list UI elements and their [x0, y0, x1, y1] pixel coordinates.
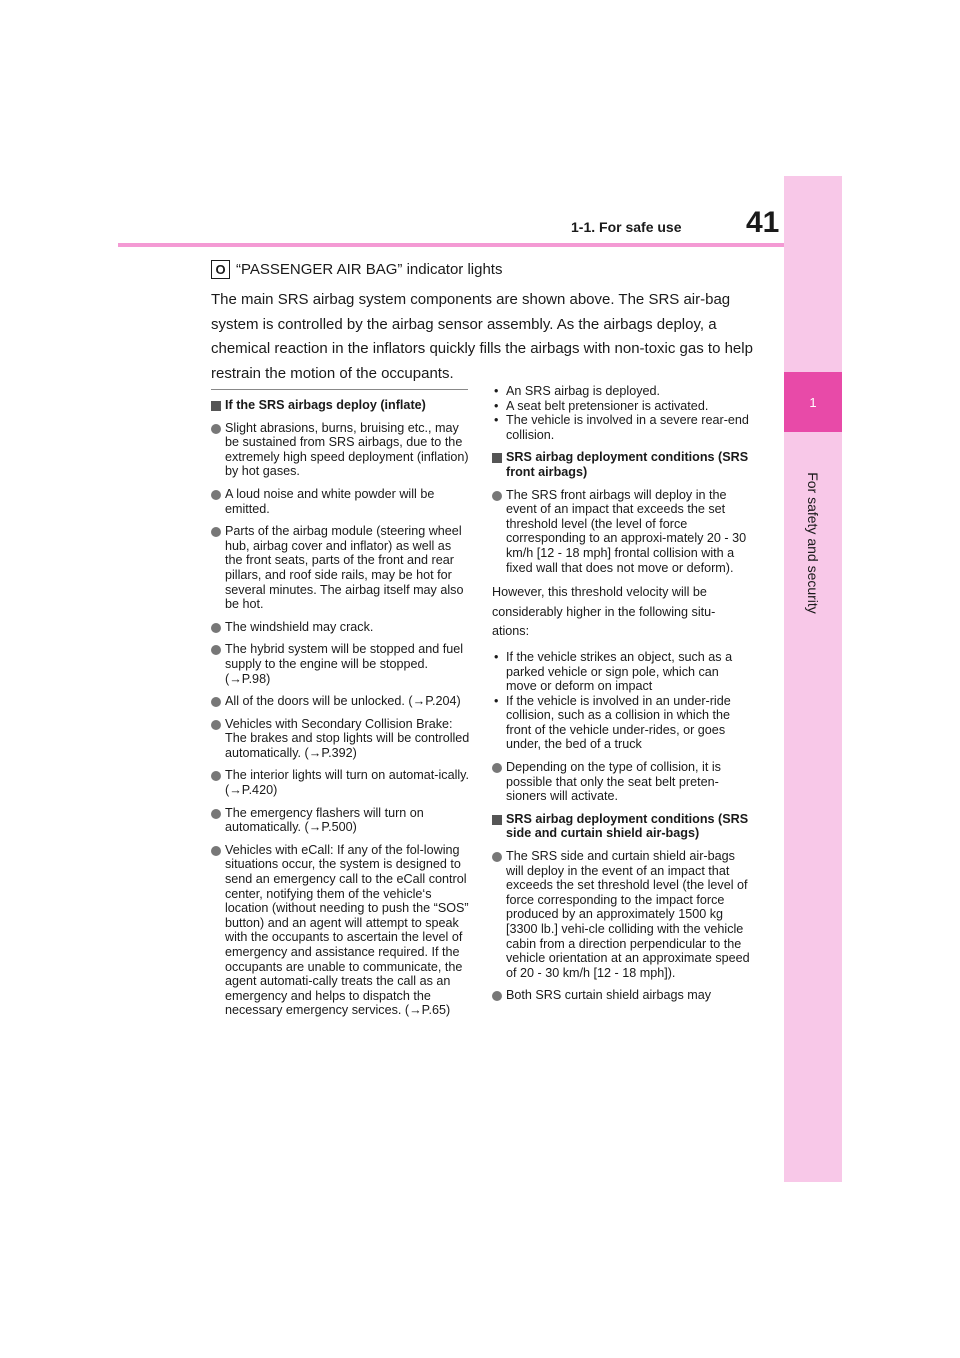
list-item-text: Slight abrasions, burns, bruising etc., may be sustained from SRS airbags, due to the extremely high speed deployment (inflation) by hot gases. [225, 420, 469, 479]
square-bullet-icon [211, 401, 221, 411]
circle-bullet-icon [211, 720, 221, 730]
circle-bullet-icon [211, 490, 221, 500]
square-bullet-icon [492, 815, 502, 825]
list-item-text: The SRS side and curtain shield air-bags will deploy in the event of an impact that exceeds the set threshold level (the level of force corresponding to the impact force produced by an approximately 1500 kg [3300 lb.] vehi-cle colliding with the vehicle cabin from a direction perpendicular to the vehicle orientation at an approximate speed of 20 - 30 km/h [12 - 18 mph]). [506, 849, 750, 980]
page-number: 41 [746, 206, 780, 239]
circle-bullet-icon [492, 852, 502, 862]
situations-list [492, 650, 752, 752]
left-column [211, 398, 471, 1026]
list-item-text: The interior lights will turn on automat-ically. (→P.420) [225, 768, 470, 798]
circle-bullet-icon [211, 809, 221, 819]
intro-paragraph: The main SRS airbag system components are shown above. The SRS air-bag system is controlled by the airbag sensor assembly. As the airbags deploy, a chemical reaction in the inflators quickly fills the airbags with non-toxic gas to help restrain the motion of the occupants. [211, 291, 753, 382]
list-item-text: The emergency flashers will turn on automatically. (→P.500) [225, 805, 424, 835]
list-item [211, 642, 471, 686]
list-item-text: Depending on the type of collision, it is possible that only the seat belt preten-sioners will activate. [506, 760, 721, 804]
list-item [492, 849, 752, 980]
list-item [211, 768, 471, 797]
threshold-paragraph: However, this threshold velocity will be considerably higher in the following situ-ations: [492, 585, 716, 639]
list-item-text: The windshield may crack. [225, 619, 374, 634]
list-item-text: The vehicle is involved in a severe rear-end collision. [506, 413, 749, 442]
circle-bullet-icon [211, 645, 221, 655]
list-item-text: Both SRS curtain shield airbags may [506, 988, 712, 1003]
callout-marker: O [211, 260, 230, 279]
circle-bullet-icon [492, 991, 502, 1001]
list-item-text: If the vehicle is involved in an under-ride collision, such as a collision in which the front of the vehicle under-rides, or goes under, the bed of a truck [506, 693, 731, 752]
list-item [211, 524, 471, 612]
circle-bullet-icon [211, 527, 221, 537]
list-item-text: A loud noise and white powder will be emitted. [225, 486, 435, 516]
heading-text: If the SRS airbags deploy (inflate) [225, 398, 426, 412]
list-item-text: An SRS airbag is deployed. [506, 384, 661, 398]
list-item-text: If the vehicle strikes an object, such as a parked vehicle or sign pole, which can move or deform on impact [506, 649, 733, 694]
list-item-text: The hybrid system will be stopped and fuel supply to the engine will be stopped. (→P.98) [225, 642, 464, 686]
list-item [211, 694, 471, 709]
section-heading [492, 812, 752, 841]
chapter-side-tab [784, 176, 842, 1182]
circle-bullet-icon [211, 424, 221, 434]
square-bullet-icon [492, 453, 502, 463]
heading-text: SRS airbag deployment conditions (SRS side and curtain shield air-bags) [506, 811, 749, 841]
callout-marker-text: “PASSENGER AIR BAG” indicator lights [236, 261, 503, 278]
list-item [211, 717, 471, 761]
list-item [492, 760, 752, 804]
circle-bullet-icon [211, 623, 221, 633]
list-item: • The vehicle is involved in a severe rear-end collision. [494, 413, 749, 442]
section-label: 1-1. For safe use [571, 219, 682, 235]
right-column [492, 384, 752, 1011]
list-item [211, 620, 471, 635]
column-rule [211, 389, 468, 390]
list-item [211, 421, 471, 479]
chapter-title: For safety and security [805, 472, 821, 614]
section-heading [211, 398, 471, 413]
list-item: • A seat belt pretensioner is activated. [494, 398, 709, 413]
list-item [211, 843, 471, 1018]
list-item-text: Vehicles with eCall: If any of the fol-lowing situations occur, the system is designed to send an emergency call to the eCall control center, notifying them of the vehicle‘s location (without needing to push the “SOS” button) and an agent will attempt to speak with the occupants to ascertain the level of emergency and assistance required. If the occupants are unable to communicate, the agent automati-cally treats the call as an emergency and helps to dispatch the necessary emergency services. (→P.65) [225, 842, 469, 1018]
list-item: • If the vehicle is involved in an under-ride collision, such as a collision in which the front of the vehicle under-rides, or goes under, the bed of a truck [494, 693, 731, 752]
list-item-text: The SRS front airbags will deploy in the event of an impact that exceeds the set threshold level (the level of force corresponding to an approxi-mately 20 - 30 km/h [12 - 18 mph] frontal collision with a fixed wall that does not move or deform). [506, 487, 747, 575]
list-item-text: Vehicles with Secondary Collision Brake: The brakes and stop lights will be controlled automatically. (→P.392) [225, 716, 470, 760]
heading-text: SRS airbag deployment conditions (SRS front airbags) [506, 450, 749, 479]
list-item: • An SRS airbag is deployed. [494, 384, 661, 398]
list-item-text: Parts of the airbag module (steering wheel hub, airbag cover and inflator) as well as the front seats, parts of the front and rear pillars, and roof side rails, may be hot for several minutes. The airbag itself may also be hot. [225, 524, 464, 612]
chapter-number-badge: 1 [784, 372, 842, 432]
list-item [492, 988, 752, 1003]
list-item [211, 806, 471, 835]
circle-bullet-icon [211, 846, 221, 856]
circle-bullet-icon [492, 763, 502, 773]
list-item [211, 487, 471, 516]
ecall-conditions-list [492, 384, 752, 442]
list-item-text: A seat belt pretensioner is activated. [506, 398, 709, 413]
list-item-text: All of the doors will be unlocked. (→P.204) [225, 694, 461, 709]
circle-bullet-icon [211, 697, 221, 707]
header-rule [118, 243, 784, 247]
circle-bullet-icon [492, 491, 502, 501]
section-heading [492, 450, 752, 479]
list-item: • If the vehicle strikes an object, such as a parked vehicle or sign pole, which can move or deform on impact [494, 649, 733, 694]
circle-bullet-icon [211, 771, 221, 781]
list-item [492, 488, 752, 576]
